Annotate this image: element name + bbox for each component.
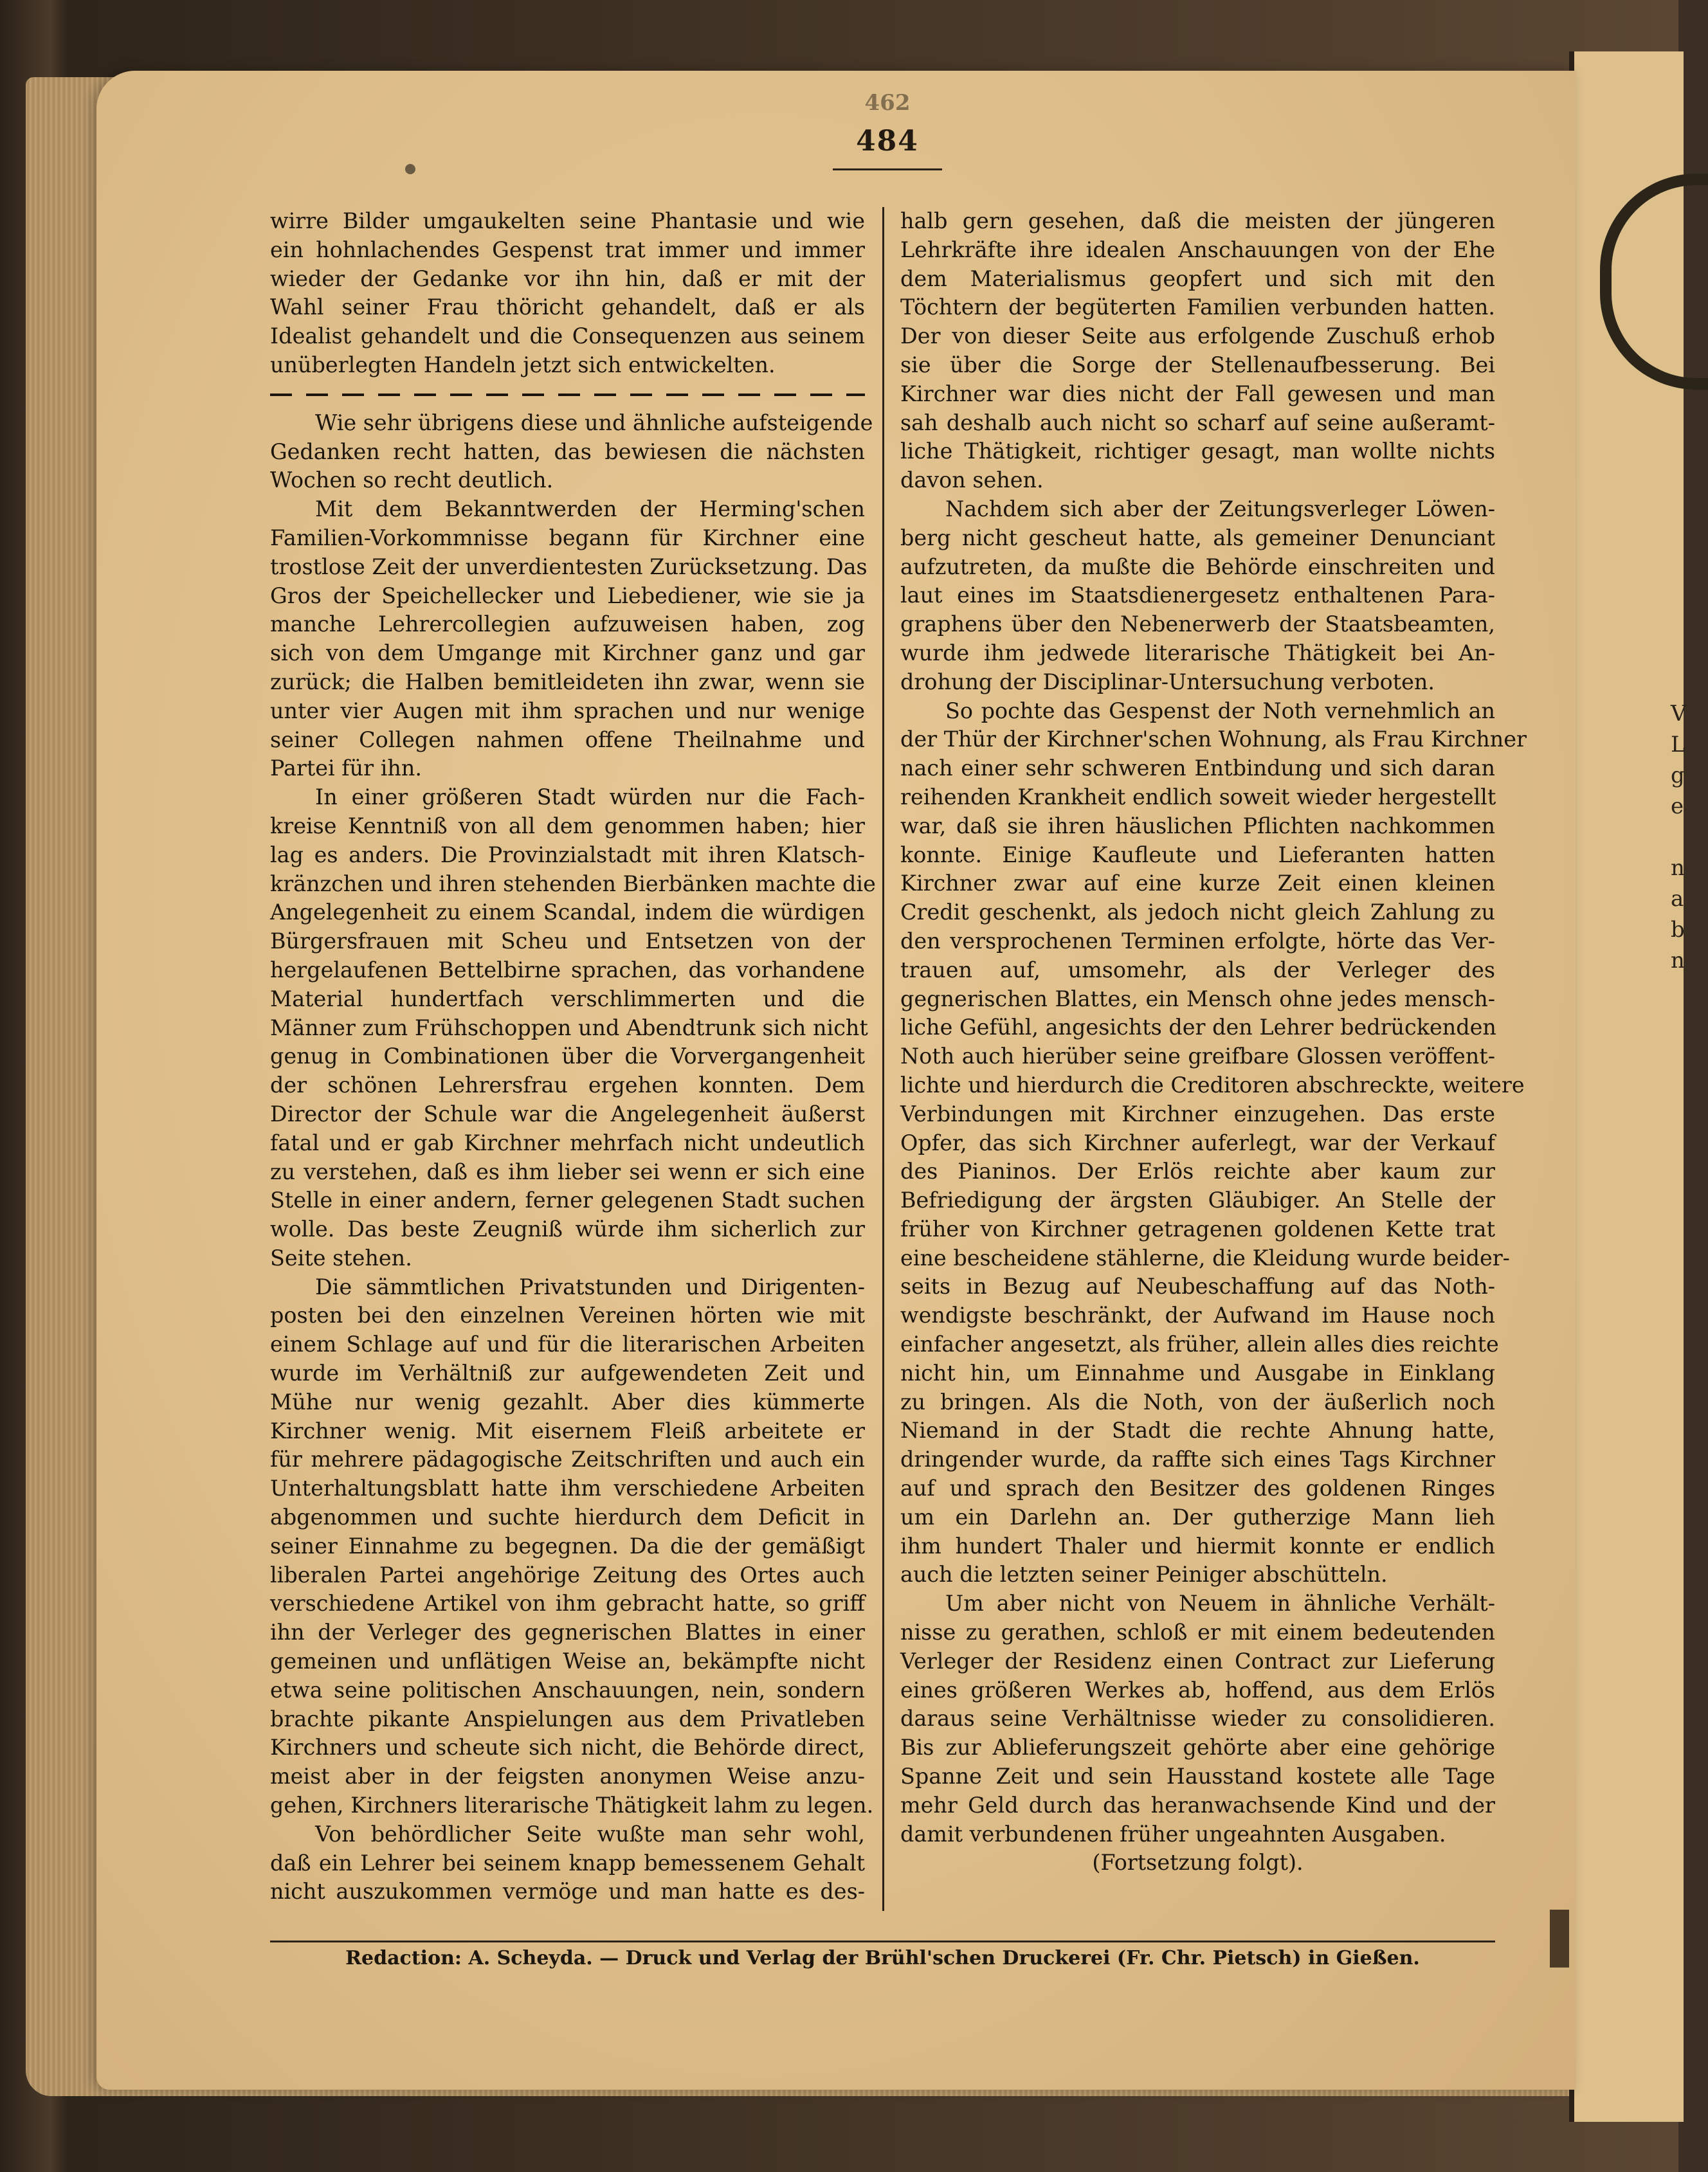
next-page-fragment: n (1671, 948, 1685, 973)
text-line: abgenommen und suchte hierdurch dem Deficit in (270, 1505, 865, 1530)
text-line: der schönen Lehrersfrau ergehen konnten. Dem (270, 1072, 865, 1098)
text-line: dem Materialismus geopfert und sich mit den (900, 266, 1495, 291)
text-line: unter vier Augen mit ihm sprachen und nur wenige (270, 698, 865, 723)
next-page-fragment: b (1671, 917, 1685, 943)
text-line: gehen, Kirchners literarische Thätigkeit lahm zu legen. (270, 1793, 874, 1818)
text-line: davon sehen. (900, 467, 1044, 493)
text-line: war, daß sie ihren häuslichen Pflichten nachkommen (900, 813, 1495, 838)
text-line: Die sämmtlichen Privatstunden und Dirigenten- (315, 1274, 865, 1299)
text-line: sah deshalb auch nicht so scharf auf seine außeramt- (900, 410, 1495, 435)
next-page-fragment: e (1671, 793, 1684, 819)
text-line: Töchtern der begüterten Familien verbunden hatten. (900, 294, 1495, 320)
next-page-fragment: g (1671, 763, 1685, 788)
text-line: eine bescheidene stählerne, die Kleidung wurde beider- (900, 1245, 1510, 1271)
text-line: Seite stehen. (270, 1245, 412, 1271)
text-line: nicht hin, um Einnahme und Ausgabe in Einklang (900, 1360, 1495, 1386)
text-line: ein hohnlachendes Gespenst trat immer und immer (270, 237, 865, 262)
text-line: des Pianinos. Der Erlös reichte aber kaum zur (900, 1159, 1495, 1184)
text-line: kränzchen und ihren stehenden Bierbänken machte die (270, 871, 876, 896)
text-line: sich von dem Umgange mit Kirchner ganz und gar (270, 640, 865, 666)
section-dash-rule (270, 380, 865, 409)
text-line: berg nicht gescheut hatte, als gemeiner Denunciant (900, 525, 1495, 550)
text-line: Mit dem Bekanntwerden der Herming'schen (315, 496, 865, 522)
text-line: drohung der Disciplinar-Untersuchung verboten. (900, 669, 1435, 694)
text-line: Verleger der Residenz einen Contract zur Lieferung (900, 1648, 1495, 1674)
next-page-fragment: n (1671, 855, 1685, 881)
text-line: graphens über den Nebenerwerb der Staatsbeamten, (900, 611, 1495, 637)
text-line: wirre Bilder umgaukelten seine Phantasie und wie (270, 208, 865, 233)
text-line: nach einer sehr schweren Entbindung und sich daran (900, 756, 1495, 781)
text-line: Spanne Zeit und sein Hausstand kostete alle Tage (900, 1764, 1495, 1789)
column-divider (882, 207, 884, 1911)
text-line: zurück; die Halben bemitleideten ihn zwar, wenn sie (270, 669, 865, 694)
text-line: halb gern gesehen, daß die meisten der jüngeren (900, 208, 1495, 233)
text-line: Wie sehr übrigens diese und ähnliche aufsteigende (315, 410, 873, 435)
text-line: Befriedigung der ärgsten Gläubiger. An Stelle der (900, 1188, 1495, 1213)
text-line: liche Gefühl, angesichts der den Lehrer bedrückenden (900, 1015, 1496, 1040)
text-line: Um aber nicht von Neuem in ähnliche Verhält- (945, 1591, 1495, 1616)
text-line: seiner Collegen nahmen offene Theilnahme und (270, 727, 865, 752)
text-line: fatal und er gab Kirchner mehrfach nicht undeutlich (270, 1130, 865, 1155)
text-line: zu verstehen, daß es ihm lieber sei wenn er sich eine (270, 1159, 865, 1184)
text-line: ihn der Verleger des gegnerischen Blattes in einer (270, 1620, 865, 1645)
text-line: trostlose Zeit der unverdientesten Zurücksetzung. Das (270, 554, 868, 579)
text-line: ihm hundert Thaler und hiermit konnte er endlich (900, 1533, 1495, 1559)
text-line: Unterhaltungsblatt hatte ihm verschiedene Arbeiten (270, 1476, 865, 1501)
imprint-line: Redaction: A. Scheyda. — Druck und Verlag der Brühl'schen Druckerei (Fr. Chr. Pietsch) in Gießen. (345, 1947, 1420, 1969)
running-head: 462 (864, 90, 911, 116)
text-line: Gedanken recht hatten, das bewiesen die nächsten (270, 439, 865, 464)
text-line: laut eines im Staatsdienergesetz enthaltenen Para- (900, 583, 1495, 608)
text-line: Der von dieser Seite aus erfolgende Zuschuß erhob (900, 323, 1495, 349)
next-page-fragment: V (1671, 701, 1687, 727)
text-line: mehr Geld durch das heranwachsende Kind und der (900, 1792, 1495, 1818)
text-line: Niemand in der Stadt die rechte Ahnung hatte, (900, 1418, 1495, 1443)
text-line: einfacher angesetzt, als früher, allein alles dies reichte (900, 1332, 1499, 1357)
text-line: liche Thätigkeit, richtiger gesagt, man wollte nichts (900, 439, 1495, 464)
text-line: um ein Darlehn an. Der gutherzige Mann lieh (900, 1504, 1495, 1530)
page-tab-mark (1550, 1910, 1569, 1968)
text-line: etwa seine politischen Anschauungen, nein, sondern (270, 1677, 865, 1703)
text-line: auch die letzten seiner Peiniger abschütteln. (900, 1562, 1388, 1588)
adjacent-page (1569, 51, 1687, 2122)
text-line: wieder der Gedanke vor ihn hin, daß er mit der (270, 266, 865, 291)
text-line: reihenden Krankheit endlich soweit wieder hergestellt (900, 784, 1496, 810)
text-line: Material hundertfach verschlimmerten und die (270, 986, 865, 1011)
text-line: Partei für ihn. (270, 756, 422, 781)
ornament-initial (1600, 174, 1708, 390)
text-line: lichte und hierdurch die Creditoren abschreckte, weitere (900, 1072, 1525, 1098)
next-page-fragment: L (1671, 732, 1685, 757)
text-line: genug in Combinationen über die Vorvergangenheit (270, 1044, 865, 1069)
text-line: Stelle in einer andern, ferner gelegenen Stadt suchen (270, 1188, 865, 1213)
text-line: konnte. Einige Kaufleute und Lieferanten hatten (900, 842, 1495, 867)
text-line: posten bei den einzelnen Vereinen hörten wie mit (270, 1303, 865, 1328)
text-line: Kirchner wenig. Mit eisernem Fleiß arbeitete er (270, 1418, 865, 1443)
text-line: brachte pikante Anspielungen aus dem Privatleben (270, 1706, 865, 1732)
text-line: Director der Schule war die Angelegenheit äußerst (270, 1101, 865, 1127)
text-line: hergelaufenen Bettelbirne sprachen, das vorhandene (270, 957, 865, 982)
text-line: Männer zum Frühschoppen und Abendtrunk sich nicht (270, 1015, 868, 1040)
text-line: daraus seine Verhältnisse wieder zu consolidieren. (900, 1706, 1495, 1732)
text-line: sie über die Sorge der Stellenaufbesserung. Bei (900, 352, 1495, 377)
right-column (900, 207, 1527, 1878)
text-line: gegnerischen Blattes, ein Mensch ohne jedes mensch- (900, 986, 1495, 1011)
text-line: Idealist gehandelt und die Consequenzen aus seinem (270, 323, 865, 349)
text-line: Wahl seiner Frau thöricht gehandelt, daß er als (270, 294, 865, 320)
text-line: den versprochenen Terminen erfolgte, hörte das Ver- (900, 928, 1495, 954)
text-line: unüberlegten Handeln jetzt sich entwickelten. (270, 352, 776, 377)
text-line: seits in Bezug auf Neubeschaffung auf das Noth- (900, 1274, 1495, 1299)
text-line: meist aber in der feigsten anonymen Weise anzu- (270, 1764, 865, 1789)
text-line: damit verbundenen früher ungeahnten Ausgaben. (900, 1821, 1446, 1847)
text-line: dringender wurde, da raffte sich eines Tags Kirchner (900, 1447, 1495, 1472)
text-line: Credit geschenkt, als jedoch nicht gleich Zahlung zu (900, 900, 1495, 925)
text-line: Opfer, das sich Kirchner auferlegt, war der Verkauf (900, 1130, 1495, 1155)
text-line: trauen auf, umsomehr, als der Verleger des (900, 957, 1495, 982)
text-line: Angelegenheit zu einem Scandal, indem die würdigen (270, 900, 865, 925)
text-line: gemeinen und unflätigen Weise an, bekämpfte nicht (270, 1649, 865, 1674)
ink-spot (405, 164, 415, 174)
text-line: nisse zu gerathen, schloß er mit einem bedeutenden (900, 1620, 1495, 1645)
text-line: Bis zur Ablieferungszeit gehörte aber eine gehörige (900, 1735, 1495, 1760)
text-line: wendigste beschränkt, der Aufwand im Hause noch (900, 1303, 1495, 1328)
page-number-rule (833, 168, 942, 170)
text-line: Verbindungen mit Kirchner einzugehen. Das erste (900, 1101, 1495, 1127)
text-line: In einer größeren Stadt würden nur die Fach- (315, 784, 865, 810)
text-line: Kirchners und scheute sich nicht, die Behörde direct, (270, 1735, 865, 1760)
text-line: daß ein Lehrer bei seinem knapp bemessenem Gehalt (270, 1850, 865, 1876)
text-line: aufzutreten, da mußte die Behörde einschreiten und (900, 554, 1495, 579)
text-line: Lehrkräfte ihre idealen Anschauungen von der Ehe (900, 237, 1495, 262)
text-line: früher von Kirchner getragenen goldenen Kette trat (900, 1216, 1495, 1242)
left-column (270, 207, 876, 1906)
text-line: Nachdem sich aber der Zeitungsverleger Löwen- (945, 496, 1495, 521)
text-line: kreise Kenntniß von all dem genommen haben; hier (270, 813, 865, 838)
text-line: liberalen Partei angehörige Zeitung des Ortes auch (270, 1562, 865, 1588)
text-line: nicht auszukommen vermöge und man hatte es des- (270, 1879, 865, 1905)
page-number: 484 (856, 125, 919, 158)
text-line: Bürgersfrauen mit Scheu und Entsetzen von der (270, 928, 865, 954)
text-line: wurde ihm jedwede literarische Thätigkeit bei An- (900, 640, 1495, 665)
next-page-fragment: a (1671, 886, 1684, 912)
text-line: auf und sprach den Besitzer des goldenen Ringes (900, 1476, 1495, 1501)
text-line: wolle. Das beste Zeugniß würde ihm sicherlich zur (270, 1217, 865, 1242)
text-line: der Thür der Kirchner'schen Wohnung, als Frau Kirchner (900, 727, 1527, 752)
text-line: Wochen so recht deutlich. (270, 467, 554, 493)
text-line: Noth auch hierüber seine greifbare Glossen veröffent- (900, 1044, 1495, 1069)
text-line: Mühe nur wenig gezahlt. Aber dies kümmerte (270, 1389, 865, 1415)
text-line: einem Schlage auf und für die literarischen Arbeiten (270, 1332, 865, 1357)
text-line: So pochte das Gespenst der Noth vernehmlich an (945, 698, 1495, 723)
text-line: Von behördlicher Seite wußte man sehr wohl, (315, 1821, 865, 1847)
text-line: zu bringen. Als die Noth, von der äußerlich noch (900, 1389, 1495, 1415)
text-line: verschiedene Artikel von ihm gebracht hatte, so griff (270, 1591, 865, 1616)
text-line: lag es anders. Die Provinzialstadt mit ihren Klatsch- (270, 842, 865, 867)
text-line: eines größeren Werkes ab, hoffend, aus dem Erlös (900, 1677, 1495, 1703)
text-line: Kirchner zwar auf eine kurze Zeit einen kleinen (900, 871, 1495, 896)
footer-rule (270, 1941, 1495, 1942)
text-line: manche Lehrercollegien aufzuweisen haben, zog (270, 611, 865, 637)
text-line: Familien-Vorkommnisse begann für Kirchner eine (270, 525, 865, 550)
text-line: seiner Einnahme zu begegnen. Da die der gemäßigt (270, 1533, 865, 1559)
continuation-note: (Fortsetzung folgt). (1092, 1850, 1304, 1876)
text-line: für mehrere pädagogische Zeitschriften und auch ein (270, 1447, 865, 1472)
text-line: Kirchner war dies nicht der Fall gewesen und man (900, 381, 1495, 406)
text-line: wurde im Verhältniß zur aufgewendeten Zeit und (270, 1361, 865, 1386)
text-line: Gros der Speichellecker und Liebediener, wie sie ja (270, 583, 865, 608)
